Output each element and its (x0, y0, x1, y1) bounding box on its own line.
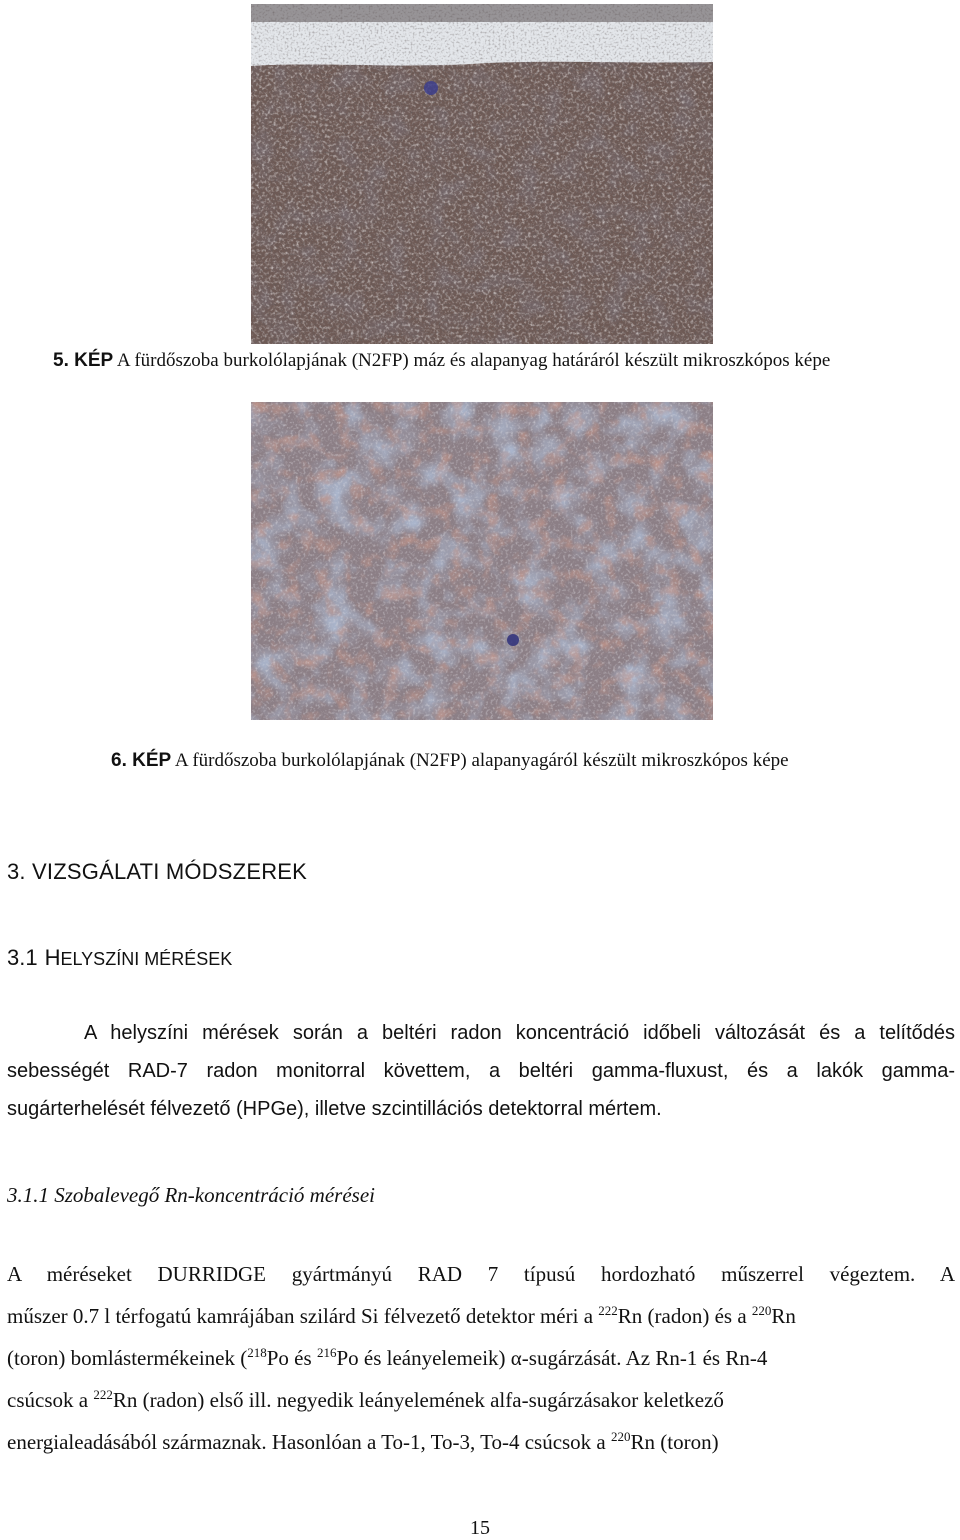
subsection-number: 3.1 (7, 945, 38, 970)
paragraph-2-line-5: energialeadásából származnak. Hasonlóan a To-1, To-3, To-4 csúcsok a $^{220}$Rn (toron) (7, 1429, 719, 1454)
paragraph-2-line-1: A méréseket DURRIDGE gyártmányú RAD 7 típusú hordozható műszerrel végeztem. A (7, 1262, 955, 1286)
subsection-initial: H (44, 945, 61, 970)
paragraph-2-line-2: műszer 0.7 l térfogatú kamrájában szilárd Si félvezető detektor méri a $^{222}$Rn (radon) és a $^{220}$Rn (7, 1303, 796, 1328)
subsection-heading (7, 945, 232, 971)
paragraph-1-line-1: A helyszíni mérések során a beltéri radon koncentráció időbeli változását és a telítődés (84, 1022, 955, 1044)
figure1-caption-text: A fürdőszoba burkolólapjának (N2FP) máz és alapanyag határáról készült mikroszkópos képe (116, 350, 831, 371)
paragraph-1 (7, 1022, 955, 1136)
paragraph-2-line-4: csúcsok a $^{222}$Rn (radon) első ill. negyedik leányelemének alfa-sugárzásakor keletkező (7, 1387, 724, 1412)
figure1-caption (53, 350, 830, 372)
micrograph-base-material-image (251, 402, 713, 720)
micrograph-glaze-boundary-image (251, 4, 713, 344)
paragraph-1-line-2: sebességét RAD-7 radon monitorral követtem, a beltéri gamma-fluxust, és a lakók gamma- (7, 1060, 955, 1082)
micrograph-glaze-boundary (251, 4, 713, 344)
paragraph-1-line-3: sugárterhelését félvezető (HPGe), illetve szcintillációs detektorral mértem. (7, 1098, 662, 1120)
page-number: 15 (470, 1517, 490, 1539)
subsubsection-heading: 3.1.1 Szobalevegő Rn-koncentráció mérései (7, 1183, 375, 1207)
figure2-caption-number: 6. KÉP (111, 750, 172, 771)
micrograph-base-material (251, 402, 713, 720)
figure2-caption-text: A fürdőszoba burkolólapjának (N2FP) alapanyagáról készült mikroszkópos képe (174, 750, 789, 771)
paragraph-2 (7, 1262, 955, 1472)
paragraph-2-line-3: (toron) bomlástermékeinek ($^{218}$Po és $^{216}$Po és leányelemeik) α-sugárzását. Az Rn-1 és Rn-4 (7, 1345, 768, 1370)
figure1-caption-number: 5. KÉP (53, 350, 114, 371)
section-heading: 3. VIZSGÁLATI MÓDSZEREK (7, 859, 308, 884)
figure2-caption (111, 750, 789, 772)
subsection-rest: ELYSZÍNI MÉRÉSEK (60, 949, 233, 969)
